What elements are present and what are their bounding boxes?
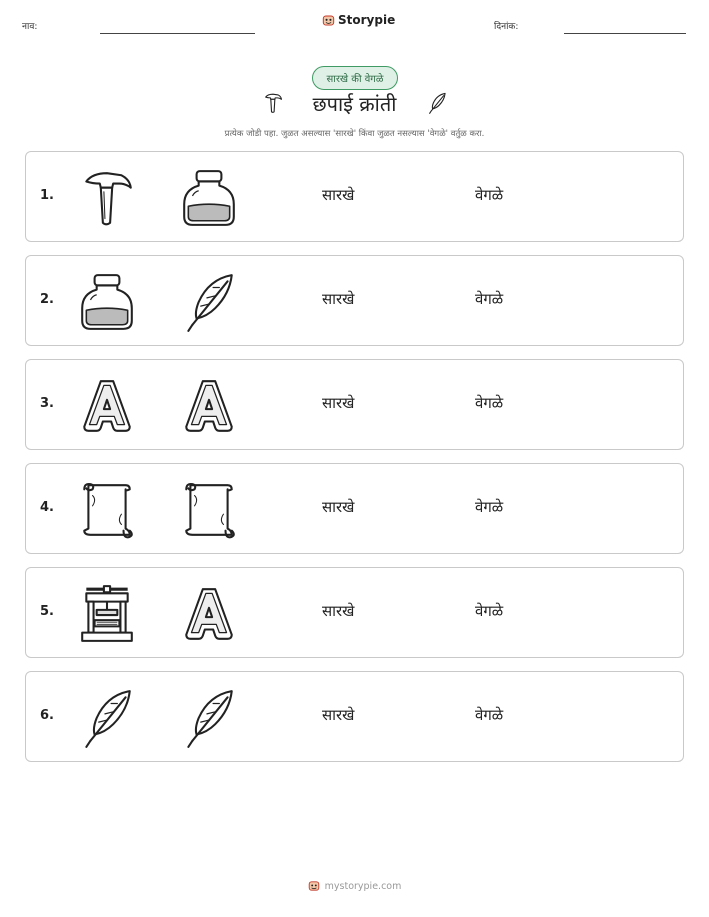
letter-a-type-icon <box>178 375 240 437</box>
option-same[interactable]: सारखे <box>322 394 355 412</box>
option-same[interactable]: सारखे <box>322 498 355 516</box>
quill-icon <box>178 271 240 333</box>
question-row <box>25 567 684 658</box>
option-same[interactable]: सारखे <box>322 706 355 724</box>
quill-icon <box>178 687 240 749</box>
instructions: प्रत्येक जोडी पहा. जुळत असल्यास 'सारखे' किंवा जुळत नसल्यास 'वेगळे' वर्तुळ करा. <box>224 129 485 139</box>
page-title: छपाई क्रांती <box>312 92 397 116</box>
topic-badge: सारखे की वेगळे <box>312 66 398 90</box>
brand-name: Storypie <box>338 13 396 27</box>
quill-icon <box>426 92 448 118</box>
option-same[interactable]: सारखे <box>322 290 355 308</box>
option-same[interactable]: सारखे <box>322 602 355 620</box>
letter-a-type-icon <box>76 375 138 437</box>
question-row <box>25 463 684 554</box>
question-number: 5. <box>40 604 54 619</box>
date-line[interactable] <box>564 33 686 34</box>
footer-url: mystorypie.com <box>324 880 402 892</box>
question-number: 2. <box>40 292 54 307</box>
option-different[interactable]: वेगळे <box>475 498 504 516</box>
option-same[interactable]: सारखे <box>322 186 355 204</box>
printing-press-icon <box>76 583 138 645</box>
ink-bottle-icon <box>76 271 138 333</box>
option-different[interactable]: वेगळे <box>475 706 504 724</box>
footer <box>0 880 709 892</box>
question-number: 3. <box>40 396 54 411</box>
scroll-icon <box>178 479 240 541</box>
question-number: 1. <box>40 188 54 203</box>
ink-bottle-icon <box>178 167 240 229</box>
question-row <box>25 359 684 450</box>
question-number: 6. <box>40 708 54 723</box>
question-number: 4. <box>40 500 54 515</box>
scroll-icon <box>76 479 138 541</box>
name-line[interactable] <box>100 33 255 34</box>
brand-logo <box>322 13 395 27</box>
question-row <box>25 151 684 242</box>
storypie-logo-icon <box>322 14 335 27</box>
option-different[interactable]: वेगळे <box>475 394 504 412</box>
option-different[interactable]: वेगळे <box>475 186 504 204</box>
option-different[interactable]: वेगळे <box>475 602 504 620</box>
name-label: नाव: <box>22 22 38 32</box>
quill-icon <box>76 687 138 749</box>
storypie-logo-icon <box>308 880 320 892</box>
hammer-icon <box>76 167 138 229</box>
question-row <box>25 671 684 762</box>
option-different[interactable]: वेगळे <box>475 290 504 308</box>
date-label: दिनांक: <box>494 22 519 32</box>
question-row <box>25 255 684 346</box>
letter-a-type-icon <box>178 583 240 645</box>
